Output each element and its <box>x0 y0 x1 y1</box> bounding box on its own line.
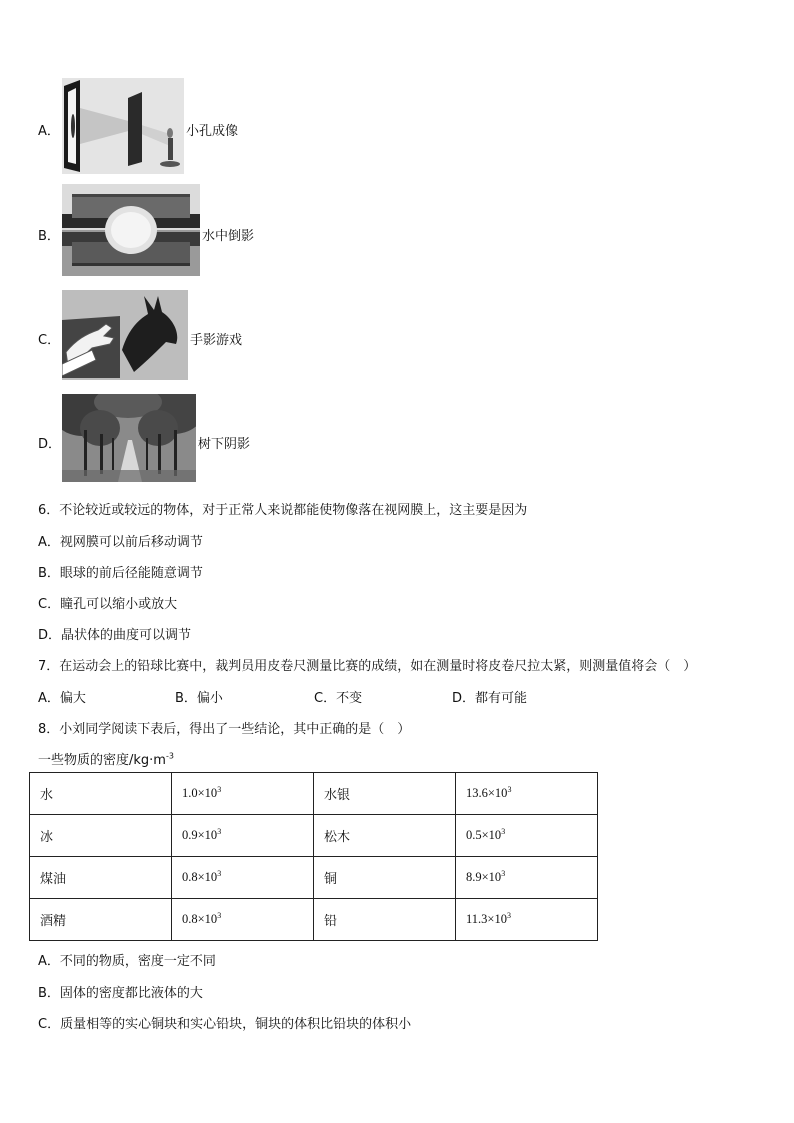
density-cell: $8.9\times 10^3$ <box>456 857 598 899</box>
table-row <box>30 899 598 941</box>
density-cell: $0.9\times 10^3$ <box>172 815 314 857</box>
q7-option-a: A．偏大 <box>38 691 86 706</box>
table-row <box>30 773 598 815</box>
option-b-caption: 水中倒影 <box>202 229 255 244</box>
density-table <box>29 772 598 941</box>
q8-option-a: A．不同的物质，密度一定不同 <box>38 954 216 969</box>
table-caption: 一些物质的密度$/kg\cdot m^{-3}$ <box>38 751 174 768</box>
q6-stem: 6．不论较近或较远的物体，对于正常人来说都能使物像落在视网膜上，这主要是因为 <box>38 503 528 518</box>
density-cell: $13.6\times 10^3$ <box>456 773 598 815</box>
q6-option-a: A．视网膜可以前后移动调节 <box>38 535 203 550</box>
density-cell: $1.0\times 10^3$ <box>172 773 314 815</box>
substance-cell: 松木 <box>314 815 456 857</box>
substance-cell: 冰 <box>30 815 172 857</box>
option-a-caption: 小孔成像 <box>186 124 239 139</box>
substance-cell: 铜 <box>314 857 456 899</box>
option-a-letter: A． <box>38 124 60 139</box>
q7-option-c: C．不变 <box>314 691 363 706</box>
density-cell: $0.5\times 10^3$ <box>456 815 598 857</box>
hand-shadow-image <box>62 290 188 380</box>
option-d-caption: 树下阴影 <box>198 437 251 452</box>
density-cell: $0.8\times 10^3$ <box>172 899 314 941</box>
table-row <box>30 857 598 899</box>
q8-stem: 8．小刘同学阅读下表后，得出了一些结论，其中正确的是（ ） <box>38 722 411 737</box>
q6-option-c: C．瞳孔可以缩小或放大 <box>38 597 178 612</box>
substance-cell: 酒精 <box>30 899 172 941</box>
pinhole-camera-image <box>62 78 184 174</box>
q7-option-d: D．都有可能 <box>452 691 528 706</box>
q8-option-c: C．质量相等的实心铜块和实心铅块，铜块的体积比铅块的体积小 <box>38 1017 412 1032</box>
tree-shade-image <box>62 394 196 482</box>
option-c-caption: 手影游戏 <box>190 333 243 348</box>
option-b-letter: B． <box>38 229 60 244</box>
density-cell: $11.3\times 10^3$ <box>456 899 598 941</box>
table-row <box>30 815 598 857</box>
substance-cell: 煤油 <box>30 857 172 899</box>
substance-cell: 水银 <box>314 773 456 815</box>
substance-cell: 铅 <box>314 899 456 941</box>
option-d-letter: D． <box>38 437 62 452</box>
substance-cell: 水 <box>30 773 172 815</box>
bridge-reflection-image <box>62 184 200 276</box>
q7-stem: 7．在运动会上的铅球比赛中，裁判员用皮卷尺测量比赛的成绩，如在测量时将皮卷尺拉太紧，则测量值将会（ ） <box>38 659 697 674</box>
q6-option-b: B．眼球的前后径能随意调节 <box>38 566 203 581</box>
option-c-letter: C． <box>38 333 61 348</box>
density-cell: $0.8\times 10^3$ <box>172 857 314 899</box>
q7-option-b: B．偏小 <box>175 691 223 706</box>
q6-option-d: D．晶状体的曲度可以调节 <box>38 628 192 643</box>
q8-option-b: B．固体的密度都比液体的大 <box>38 986 203 1001</box>
